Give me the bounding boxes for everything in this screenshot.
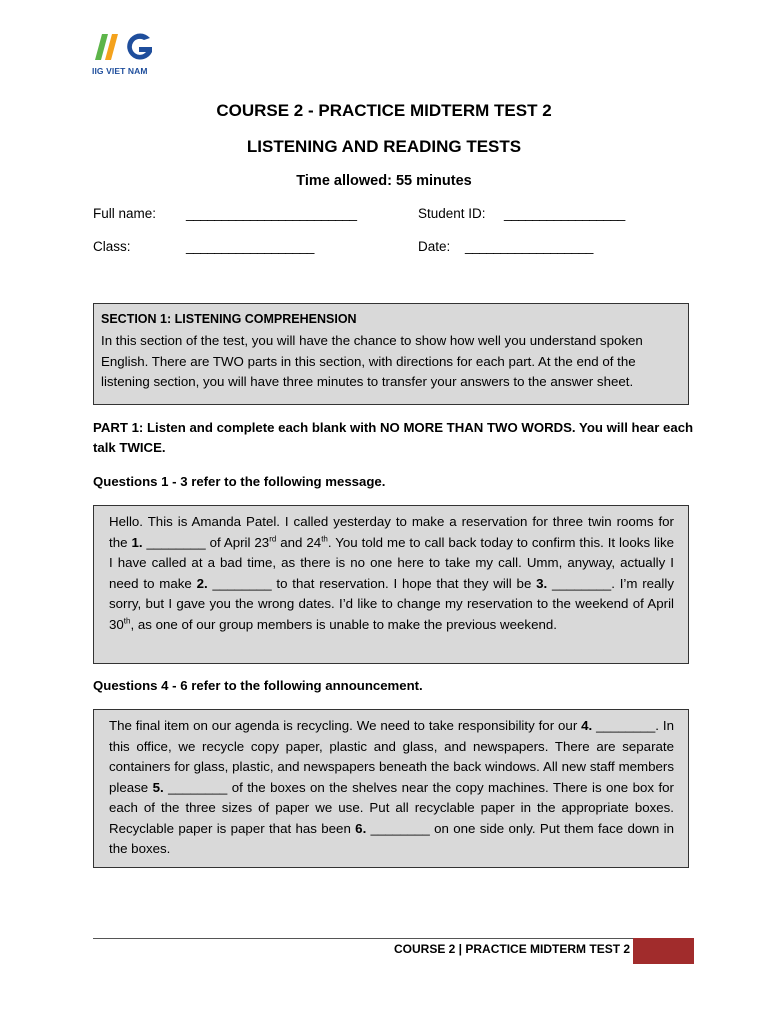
section1-body: In this section of the test, you will have the chance to show how well you understand spoken English. There are TWO parts in this section, with directions for each part. At the end of the listening section, you will have three minutes to transfer your answers to the answer sheet. bbox=[101, 333, 643, 389]
student-id-field: _________________ bbox=[504, 206, 625, 221]
message-box bbox=[93, 505, 689, 664]
superscript: rd bbox=[269, 534, 277, 544]
message-text: ________ to that reservation. I hope that they will be bbox=[207, 575, 537, 591]
superscript: th bbox=[321, 534, 328, 544]
date-label: Date: bbox=[418, 239, 451, 254]
questions-4-6-heading: Questions 4 - 6 refer to the following announcement. bbox=[93, 678, 423, 693]
announcement-text: ________ on one side only. Put them face down in the boxes. bbox=[109, 820, 674, 856]
question-6-number: 6. bbox=[355, 820, 367, 836]
section1-box bbox=[93, 303, 689, 405]
message-text: ________. I’m really sorry, but I gave you the wrong dates. I’d like to change my reservation to the weekend of April 30 bbox=[109, 575, 674, 632]
full-name-label: Full name: bbox=[93, 206, 157, 221]
footer-rule bbox=[93, 938, 633, 939]
question-2-number: 2. bbox=[196, 575, 208, 591]
message-text: , as one of our group members is unable to make the previous weekend. bbox=[130, 616, 557, 632]
time-allowed: Time allowed: 55 minutes bbox=[296, 173, 472, 189]
footer-text: COURSE 2 | PRACTICE MIDTERM TEST 2 bbox=[394, 942, 631, 956]
logo-text: IIG VIET NAM bbox=[92, 66, 148, 76]
message-text: . You told me to call back today to confirm this. It looks like I have called at a bad time, as there is no one here to take my call. Umm, anyway, actually I need to make bbox=[109, 534, 674, 591]
page-subtitle: LISTENING AND READING TESTS bbox=[246, 137, 522, 156]
class-field: __________________ bbox=[186, 239, 314, 254]
footer-accent-block bbox=[633, 938, 694, 964]
iig-logo bbox=[92, 30, 162, 78]
announcement-box bbox=[93, 709, 689, 868]
questions-1-3-heading: Questions 1 - 3 refer to the following message. bbox=[93, 474, 386, 489]
question-5-number: 5. bbox=[152, 779, 164, 795]
announcement-text: ________ of the boxes on the shelves near the copy machines. There is one box for each of the three sizes of paper we use. Put all recyclable paper in the appropriate boxes. Recyclable paper is paper that has been bbox=[109, 779, 674, 836]
date-field: __________________ bbox=[465, 239, 593, 254]
announcement-text: ________. In this office, we recycle copy paper, plastic and glass, and newspapers. There are separate containers for glass, plastic, and newspapers beneath the back windows. All new staff members please bbox=[109, 718, 674, 795]
announcement-text: The final item on our agenda is recycling. We need to take responsibility for our bbox=[109, 718, 582, 733]
part1-instructions: PART 1: Listen and complete each blank with NO MORE THAN TWO WORDS. You will hear each talk TWICE. bbox=[93, 420, 694, 455]
full-name-field: ________________________ bbox=[186, 206, 357, 221]
superscript: th bbox=[123, 616, 131, 626]
section1-title: SECTION 1: LISTENING COMPREHENSION bbox=[101, 312, 357, 326]
page-title: COURSE 2 - PRACTICE MIDTERM TEST 2 bbox=[216, 101, 552, 120]
iig-logo-mark bbox=[92, 30, 158, 64]
class-label: Class: bbox=[93, 239, 131, 254]
question-3-number: 3. bbox=[536, 575, 548, 591]
student-id-label: Student ID: bbox=[418, 206, 486, 221]
question-4-number: 4. bbox=[581, 718, 593, 733]
question-1-number: 1. bbox=[131, 534, 143, 550]
message-text: and 24 bbox=[276, 534, 322, 550]
message-text: Hello. This is Amanda Patel. I called yesterday to make a reservation for three twin rooms for the bbox=[109, 514, 674, 550]
message-text: ________ of April 23 bbox=[142, 534, 270, 550]
